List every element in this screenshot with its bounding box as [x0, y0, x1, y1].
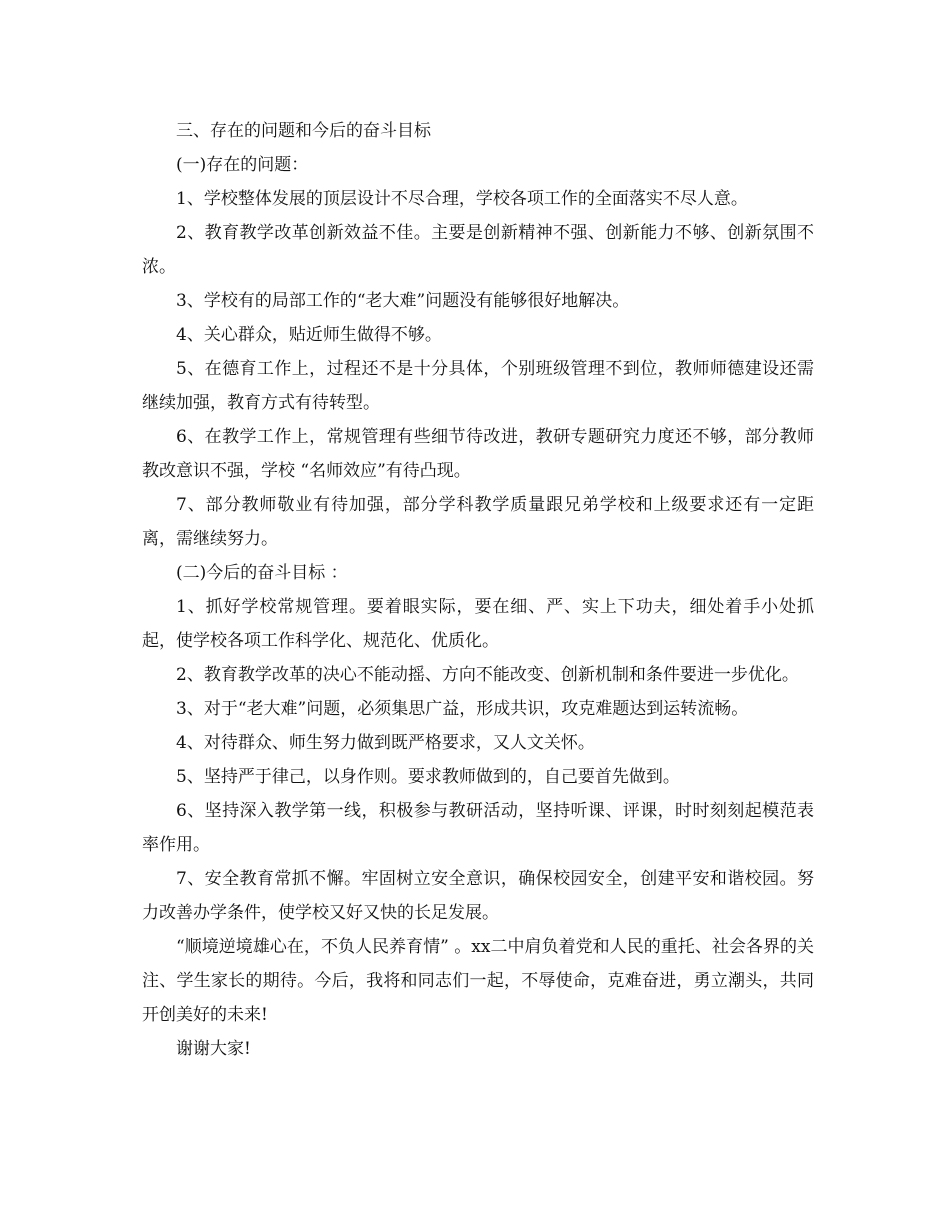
- problem-item-1: 1、学校整体发展的顶层设计不尽合理，学校各项工作的全面落实不尽人意。: [176, 189, 748, 209]
- goal-item-5: 5、坚持严于律己，以身作则。要求教师做到的，自己要首先做到。: [176, 767, 680, 787]
- problem-item-5: 5、在德育工作上，过程还不是十分具体，个别班级管理不到位，教师师德建设还需继续加强，教育方式有待转型。: [142, 359, 814, 413]
- goal-item-6: 6、坚持深入教学第一线，积极参与教研活动，坚持听课、评课，时时刻刻起模范表率作用。: [142, 801, 814, 855]
- document-body: [142, 114, 814, 1066]
- problem-item-6: 6、在教学工作上，常规管理有些细节待改进，教研专题研究力度还不够，部分教师教改意识不强，学校 “名师效应”有待凸现。: [142, 427, 814, 481]
- subsection-heading-goals: (二)今后的奋斗目标 ：: [176, 563, 348, 583]
- problem-item-3: 3、学校有的局部工作的“老大难”问题没有能够很好地解决。: [176, 291, 630, 311]
- subsection-heading-problems: (一)存在的问题：: [176, 155, 309, 175]
- goal-item-4: 4、对待群众、师生努力做到既严格要求，又人文关怀。: [176, 733, 595, 753]
- problem-item-7: 7、部分教师敬业有待加强，部分学科教学质量跟兄弟学校和上级要求还有一定距离，需继续努力。: [142, 495, 814, 549]
- goal-item-3: 3、对于“老大难”问题，必须集思广益，形成共识，攻克难题达到运转流畅。: [176, 699, 749, 719]
- section-heading: 三、存在的问题和今后的奋斗目标: [176, 121, 431, 141]
- goal-item-2: 2、教育教学改革的决心不能动摇、方向不能改变、创新机制和条件要进一步优化。: [176, 665, 799, 685]
- problem-item-2: 2、教育教学改革创新效益不佳。主要是创新精神不强、创新能力不够、创新氛围不浓。: [142, 223, 814, 277]
- thanks-line: 谢谢大家!: [176, 1039, 251, 1059]
- goal-item-7: 7、安全教育常抓不懈。牢固树立安全意识，确保校园安全，创建平安和谐校园。努力改善办学条件，使学校又好又快的长足发展。: [142, 869, 814, 923]
- problem-item-4: 4、关心群众，贴近师生做得不够。: [176, 325, 442, 345]
- closing-paragraph: “顺境逆境雄心在，不负人民养育情” 。xx二中肩负着党和人民的重托、社会各界的关注、学生家长的期待。今后，我将和同志们一起，不辱使命，克难奋进，勇立潮头，共同开创美好的未来!: [142, 937, 814, 1025]
- goal-item-1: 1、抓好学校常规管理。要着眼实际，要在细、严、实上下功夫，细处着手小处抓起，使学校各项工作科学化、规范化、优质化。: [142, 597, 814, 651]
